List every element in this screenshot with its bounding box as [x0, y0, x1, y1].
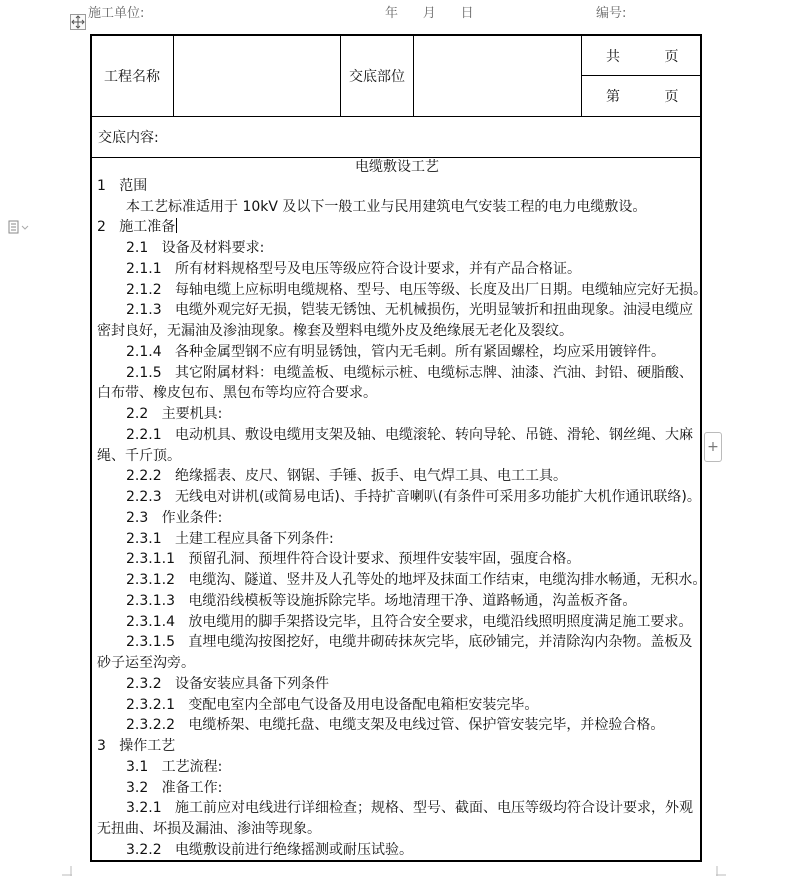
doc-line: 3.2 准备工作:: [126, 780, 223, 796]
content-label: 交底内容:: [98, 130, 159, 146]
doc-line: 2.1.2 每轴电缆上应标明电缆规格、型号、电压等级、长度及出厂日期。电缆轴应完好无损。: [126, 282, 707, 298]
header-row-divider: [90, 116, 702, 117]
doc-line: 3.1 工艺流程:: [126, 759, 223, 775]
col-divider-1: [173, 34, 174, 116]
doc-line: 2.3.1.1 预留孔洞、预埋件符合设计要求、预埋件安装牢固，强度合格。: [126, 551, 581, 567]
doc-line: 3.2.2 电缆敷设前进行绝缘摇测或耐压试验。: [126, 842, 413, 858]
page-corner-mark-right: [716, 866, 726, 876]
doc-line: 2.3.2.1 变配电室内全部电气设备及用电设备配电箱柜安装完毕。: [126, 697, 539, 713]
doc-line: 2 施工准备: [97, 219, 176, 235]
disclosure-position-label: 交底部位: [349, 69, 405, 85]
doc-line: 2.3.2 设备安装应具备下列条件: [126, 676, 329, 692]
doc-line: 2.3.1.2 电缆沟、隧道、竖井及人孔等处的地坪及抹面工作结束，电缆沟排水畅通，无积水。: [126, 572, 707, 588]
col-divider-3: [413, 34, 414, 116]
doc-line: 3 操作工艺: [97, 738, 176, 754]
doc-line: 2.2.3 无线电对讲机(或简易电话)、手持扩音喇叭(有条件可采用多功能扩大机作通讯联络)。: [126, 489, 701, 505]
doc-line: 白布带、橡皮包布、黑包布等均应符合要求。: [97, 385, 377, 401]
doc-line: 绳、千斤顶。: [97, 448, 181, 464]
doc-line: 本工艺标准适用于 10kV 及以下一般工业与民用建筑电气安装工程的电力电缆敷设。: [126, 199, 647, 215]
doc-line: 无扭曲、坏损及漏油、渗油等现象。: [97, 821, 321, 837]
construction-unit-label: 施工单位:: [88, 6, 145, 21]
doc-line: 2.1.1 所有材料规格型号及电压等级应符合设计要求，并有产品合格证。: [126, 261, 581, 277]
doc-line: 3.2.1 施工前应对电线进行详细检查；规格、型号、截面、电压等级均符合设计要求，外观: [126, 800, 693, 816]
text-cursor: [176, 218, 177, 233]
pages-cell-divider: [581, 75, 702, 76]
doc-line: 2.1.3 电缆外观完好无损，铠装无锈蚀、无机械损伤，光明显皱折和扭曲现象。油浸电缆应: [126, 302, 693, 318]
project-name-label: 工程名称: [104, 69, 160, 85]
doc-line: 2.3 作业条件:: [126, 510, 223, 526]
doc-line: 1 范围: [97, 178, 148, 194]
doc-line: 2.1.4 各种金属型钢不应有明显锈蚀，管内无毛刺。所有紧固螺栓，均应采用镀锌件。: [126, 344, 665, 360]
doc-line: 2.1 设备及材料要求:: [126, 240, 265, 256]
document-icon[interactable]: [8, 220, 30, 234]
plus-icon[interactable]: +: [704, 432, 722, 462]
total-pages-label: 共 页: [606, 49, 679, 65]
project-name-value[interactable]: [180, 40, 335, 110]
document-title: 电缆敷设工艺: [355, 159, 439, 175]
doc-line: 2.3.1.3 电缆沿线模板等设施拆除完毕。场地清理干净、道路畅通，沟盖板齐备。: [126, 593, 637, 609]
doc-line: 2.3.1 土建工程应具备下列条件:: [126, 531, 334, 547]
page-number-label: 第 页: [606, 89, 679, 105]
doc-line: 2.2.2 绝缘摇表、皮尺、钢锯、手锤、扳手、电气焊工具、电工工具。: [126, 468, 567, 484]
doc-line: 2.2 主要机具:: [126, 406, 223, 422]
page-corner-mark-left: [62, 866, 72, 876]
move-cross-icon[interactable]: [70, 14, 86, 30]
doc-line: 2.3.1.4 放电缆用的脚手架搭设完毕，且符合安全要求，电缆沿线照明照度满足施工要求。: [126, 614, 693, 630]
doc-line: 密封良好，无漏油及渗油现象。橡套及塑料电缆外皮及绝缘展无老化及裂纹。: [97, 323, 573, 339]
col-divider-2: [340, 34, 341, 116]
date-label: 年 月 日: [385, 6, 474, 21]
doc-line: 2.2.1 电动机具、敷设电缆用支架及轴、电缆滚轮、转向导轮、吊链、滑轮、钢丝绳、大麻: [126, 427, 693, 443]
disclosure-position-value[interactable]: [420, 40, 575, 110]
doc-line: 2.1.5 其它附属材料：电缆盖板、电缆标示桩、电缆标志牌、油漆、汽油、封铅、硬脂酸、: [126, 365, 693, 381]
document-number-label: 编号:: [596, 6, 627, 21]
doc-line-with-cursor[interactable]: [97, 218, 177, 236]
doc-line: 砂子运至沟旁。: [97, 655, 195, 671]
doc-line: 2.3.2.2 电缆桥架、电缆托盘、电缆支架及电线过管、保护管安装完毕，并检验合格。: [126, 717, 665, 733]
doc-line: 2.3.1.5 直埋电缆沟按图挖好，电缆井砌砖抹灰完毕，底砂铺完，并清除沟内杂物。盖板及: [126, 634, 693, 650]
